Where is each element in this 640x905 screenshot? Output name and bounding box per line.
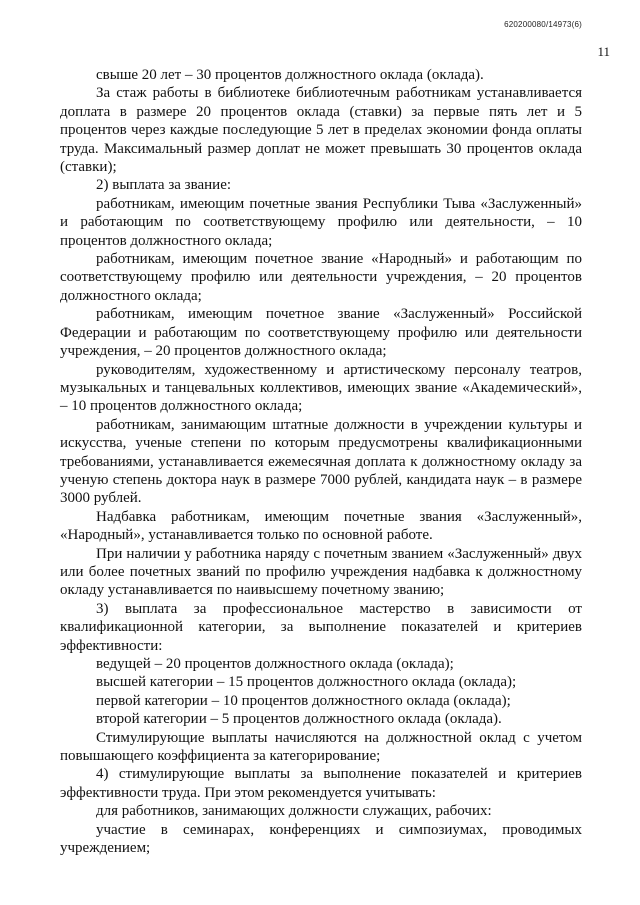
- paragraph: высшей категории – 15 процентов должностного оклада (оклада);: [96, 674, 517, 691]
- paragraph: 2) выплата за звание:: [96, 177, 232, 194]
- paragraph: 4) стимулирующие выплаты за выполнение показателей и критериев эффективности труда. При этом рекомендуется учитывать:: [60, 766, 582, 801]
- document-body: [60, 66, 582, 857]
- document-code: 620200080/14973(6): [504, 20, 582, 29]
- paragraph: ведущей – 20 процентов должностного оклада (оклада);: [96, 656, 454, 672]
- paragraph: Стимулирующие выплаты начисляются на должностной оклад с учетом повышающего коэффициента за категорирование;: [60, 729, 582, 765]
- paragraph: работникам, имеющим почетное звание «Заслуженный» Российской Федерации и работающим по соответствующему профилю или деятельности учреждения, – 20 процентов должностного оклада;: [60, 306, 582, 360]
- paragraph: Надбавка работникам, имеющим почетные звания «Заслуженный», «Народный», устанавливается только по основной работе.: [60, 508, 582, 544]
- paragraph: 3) выплата за профессиональное мастерство в зависимости от квалификационной категории, за выполнение показателей и критериев эффективности:: [60, 600, 582, 654]
- paragraph: работникам, имеющим почетное звание «Народный» и работающим по соответствующему профилю или деятельности учреждения, – 20 процентов должностного оклада;: [60, 251, 582, 304]
- paragraph: свыше 20 лет – 30 процентов должностного оклада (оклада).: [96, 67, 484, 83]
- paragraph: руководителям, художественному и артистическому персоналу театров, музыкальных и танцевальных коллективов, имеющих звание «Академический», – 10 процентов должностного оклада;: [60, 361, 582, 415]
- paragraph: второй категории – 5 процентов должностного оклада (оклада).: [96, 711, 502, 728]
- paragraph: работникам, имеющим почетные звания Республики Тыва «Заслуженный» и работающим по соответствующему профилю или деятельности, – 10 процентов должностного оклада;: [60, 195, 582, 249]
- paragraph: участие в семинарах, конференциях и симпозиумах, проводимых учреждением;: [60, 821, 582, 857]
- paragraph: для работников, занимающих должности служащих, рабочих:: [96, 803, 492, 820]
- paragraph: За стаж работы в библиотеке библиотечным работникам устанавливается доплата в размере 20 процентов оклада (ставки) за первые пять лет и 5 процентов через каждые последующие 5 лет в пределах экономии фонда оплаты труда. Максимальный размер доплат не может превышать 30 процентов оклада (ставки);: [60, 85, 582, 176]
- paragraph: работникам, занимающим штатные должности в учреждении культуры и искусства, ученые степени по которым предусмотрены квалификационными требованиями, устанавливается ежемесячная доплата к должностному окладу за ученую степень доктора наук в размере 7000 рублей, кандидата наук – в размере 3000 рублей.: [60, 416, 582, 507]
- paragraph: При наличии у работника наряду с почетным званием «Заслуженный» двух или более почетных званий по профилю учреждения надбавка к должностному окладу устанавливается по наивысшему почетному званию;: [60, 545, 582, 599]
- page-number: 11: [597, 44, 610, 59]
- paragraph: первой категории – 10 процентов должностного оклада (оклада);: [96, 692, 511, 709]
